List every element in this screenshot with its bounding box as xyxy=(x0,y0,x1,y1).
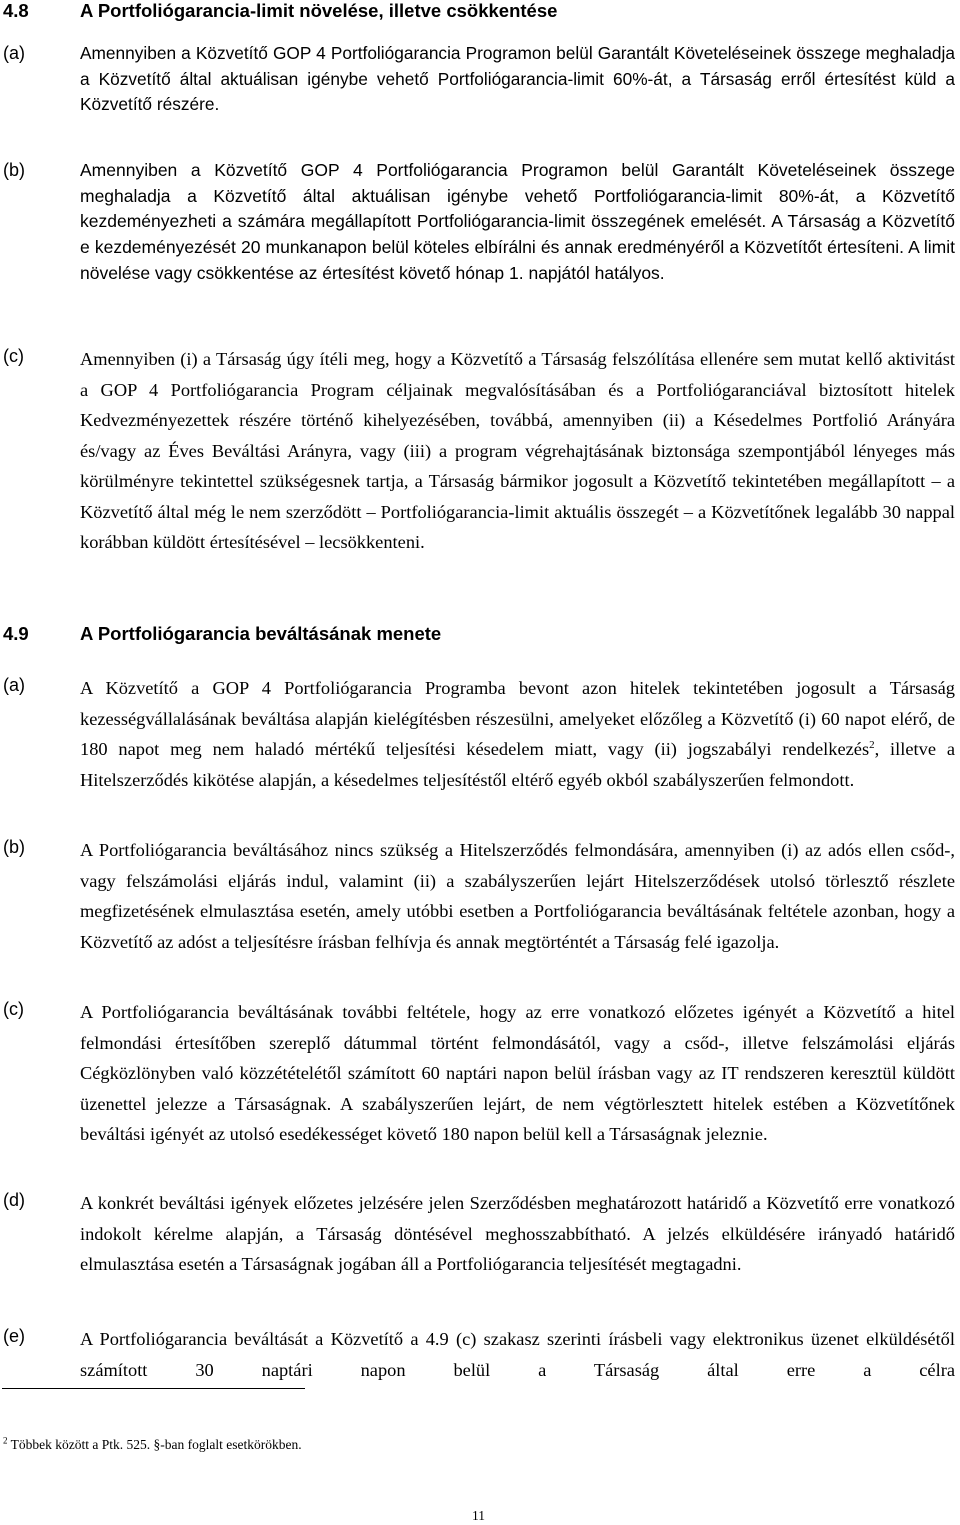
clause-text: A Portfoliógarancia beváltásához nincs szükség a Hitelszerződés felmondására, amennyiben (i) az adós ellen csőd-, vagy felszámolási eljárás indul, valamint (ii) a szabályszerűen lejárt Hitelszerződések utolsó törlesztő részlete megfizetésének elmulasztása esetén, amely utóbbi esetben a Portfoliógarancia beváltásának feltétele azonban, hogy a Közvetítő az adóst a teljesítésre írásban felhívja és annak megtörténtét a Társaság felé igazolja. xyxy=(80,840,955,952)
clause-label: (b) xyxy=(3,837,25,857)
clause-label: (a) xyxy=(3,43,25,63)
clause-text xyxy=(80,673,955,795)
footnote xyxy=(3,1437,302,1453)
clause-text: Amennyiben (i) a Társaság úgy ítéli meg, hogy a Közvetítő a Társaság felszólítása ellenére sem mutat kellő aktivitást a GOP 4 Portfoliógarancia Program céljainak megvalósításában és a Portfoliógaranciával biztosított hitelek Kedvezményezettek részére történő kihelyezésében, továbbá, amennyiben (ii) a Késedelmes Portfolió Arányára és/vagy az Éves Beváltási Arányra, vagy (iii) a program végrehajtásának biztonsága szempontjából lényeges más körülményre tekintettel szükségesnek tartja, a Társaság bármikor jogosult a Közvetítő tekintetében megállapított – a Közvetítő által még le nem szerződött – Portfoliógarancia-limit aktuális összegét – a Közvetítőnek legalább 30 nappal korábban küldött értesítésével – lecsökkenteni. xyxy=(80,349,955,552)
footnote-mark: 2 xyxy=(3,1435,8,1446)
clause-text: A Portfoliógarancia beváltásának további feltétele, hogy az erre vonatkozó előzetes igényét a Közvetítő a hitel felmondási értesítőben szereplő dátummal történt felmondásától, vagy a csőd-, illetve felszámolási eljárás Cégközlönyben való közzétételétől számított 60 naptári napon belül írásban vagy az IT rendszeren keresztül küldött üzenettel jelezze a Társaságnak. A szabályszerűen lejárt, de nem végtörlesztett hitelek estében a Közvetítőnek beváltási igényét az utolsó esedékességet követő 180 napon belül kell a Társaságnak jeleznie. xyxy=(80,1002,955,1144)
clause-text-part: , illetve a Hitelszerződés kikötése alapján, a késedelmes teljesítéstől eltérő egyéb okból szabályszerűen felmondott. xyxy=(80,739,955,790)
section-title: A Portfoliógarancia beváltásának menete xyxy=(80,623,442,644)
clause-text: Amennyiben a Közvetítő GOP 4 Portfoliógarancia Programon belül Garantált Követeléseinek összege meghaladja a Közvetítő által aktuálisan igénybe vehető Portfoliógarancia-limit 80%-át, a Közvetítő kezdeményezheti a számára megállapított Portfoliógarancia-limit összegének emelését. A Társaság a Közvetítő e kezdeményezését 20 munkanapon belül köteles elbírálni és annak eredményéről a Közvetítőt értesíteni. A limit növelése vagy csökkentése az értesítést követő hónap 1. napjától hatályos. xyxy=(80,160,955,283)
clause-label: (c) xyxy=(3,346,24,366)
clause-text: Amennyiben a Közvetítő GOP 4 Portfoliógarancia Programon belül Garantált Követeléseinek összege meghaladja a Közvetítő által aktuálisan igénybe vehető Portfoliógarancia-limit 60%-át, a Társaság erről értesítést küld a Közvetítő részére. xyxy=(80,43,955,114)
section-number: 4.8 xyxy=(3,0,29,21)
clause-text: A konkrét beváltási igények előzetes jelzésére jelen Szerződésben meghatározott határidő a Közvetítő erre vonatkozó indokolt kérelme alapján, a Társaság döntésével meghosszabbítható. A jelzés elküldésére irányadó határidő elmulasztása esetén a Társaságnak jogában áll a Portfoliógarancia teljesítését megtagadni. xyxy=(80,1193,955,1274)
clause-label: (e) xyxy=(3,1326,25,1346)
page-number: 11 xyxy=(472,1508,485,1523)
clause-text: A Portfoliógarancia beváltását a Közvetítő a 4.9 (c) szakasz szerinti írásbeli vagy elektronikus üzenet elküldésétől számított 30 naptári napon belül a Társaság által erre a célra xyxy=(80,1329,955,1380)
clause-text-part: A Közvetítő a GOP 4 Portfoliógarancia Programba bevont azon hitelek tekintetében jogosult a Társaság kezességvállalásának beváltása alapján kielégítésben részesülni, amelyeket előzőleg a Közvetítő (i) 60 napot elérő, de 180 napot meg nem haladó mértékű teljesítési késedelem miatt, vagy (ii) jogszabályi rendelkezés xyxy=(80,678,955,759)
footnote-reference: 2 xyxy=(869,738,875,751)
clause-label: (b) xyxy=(3,160,25,180)
footnote-separator xyxy=(2,1388,305,1389)
clause-label: (d) xyxy=(3,1190,25,1210)
clause-label: (a) xyxy=(3,675,25,695)
clause-label: (c) xyxy=(3,999,24,1019)
section-title: A Portfoliógarancia-limit növelése, illetve csökkentése xyxy=(80,0,558,21)
footnote-text: Többek között a Ptk. 525. §-ban foglalt esetkörökben. xyxy=(10,1437,302,1452)
section-number: 4.9 xyxy=(3,623,29,644)
